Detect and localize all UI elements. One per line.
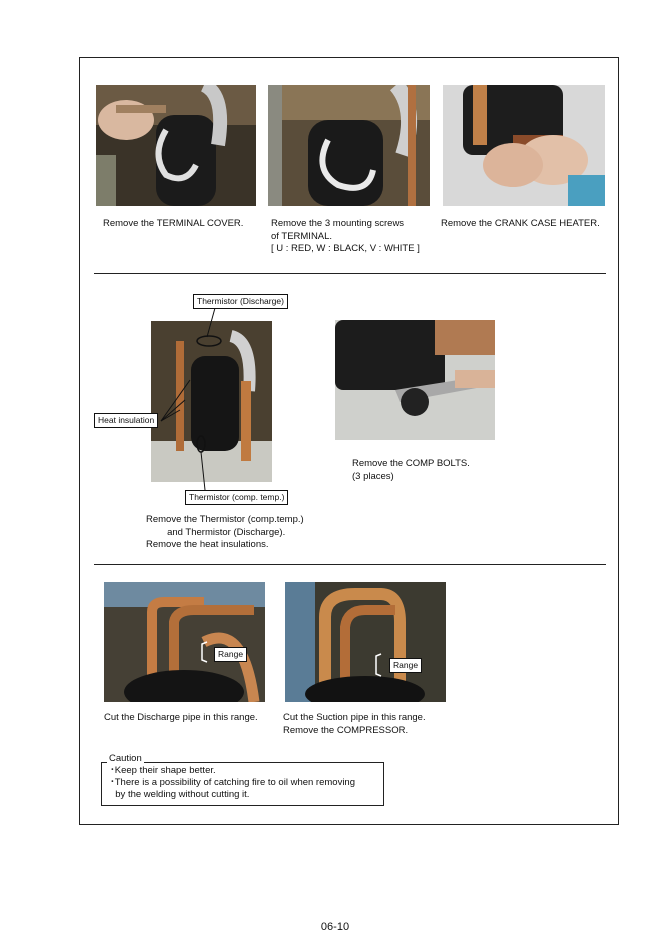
label-heat-insulation: Heat insulation — [94, 413, 158, 428]
caution-title: Caution — [109, 753, 142, 764]
caption-terminal-cover: Remove the TERMINAL COVER. — [103, 218, 244, 229]
photo-comp-bolts — [335, 320, 495, 440]
caution-text: ･Keep their shape better. ･There is a possibility of catching fire to oil when removing by the welding without cutting it. — [110, 765, 356, 800]
photo-suction-pipe — [285, 582, 446, 702]
label-thermistor-discharge: Thermistor (Discharge) — [193, 294, 288, 309]
caption-terminal-screws: Remove the 3 mounting screws of TERMINAL. [ U : RED, W : BLACK, V : WHITE ] — [271, 218, 420, 254]
caption-suction-pipe: Cut the Suction pipe in this range. Remove the COMPRESSOR. — [283, 712, 426, 736]
caption-discharge-pipe: Cut the Discharge pipe in this range. — [104, 712, 258, 723]
page-number: 06-10 — [320, 921, 350, 933]
divider-2 — [94, 564, 606, 565]
caption-comp-bolts: Remove the COMP BOLTS. (3 places) — [352, 458, 470, 482]
label-range-suction: Range — [389, 658, 422, 673]
caption-thermistor-removal: Remove the Thermistor (comp.temp.) and Thermistor (Discharge). Remove the heat insulations. — [146, 514, 304, 550]
photo-discharge-pipe — [104, 582, 265, 702]
caption-crank-case-heater: Remove the CRANK CASE HEATER. — [441, 218, 600, 229]
label-range-discharge: Range — [214, 647, 247, 662]
label-thermistor-comp-temp: Thermistor (comp. temp.) — [185, 490, 288, 505]
